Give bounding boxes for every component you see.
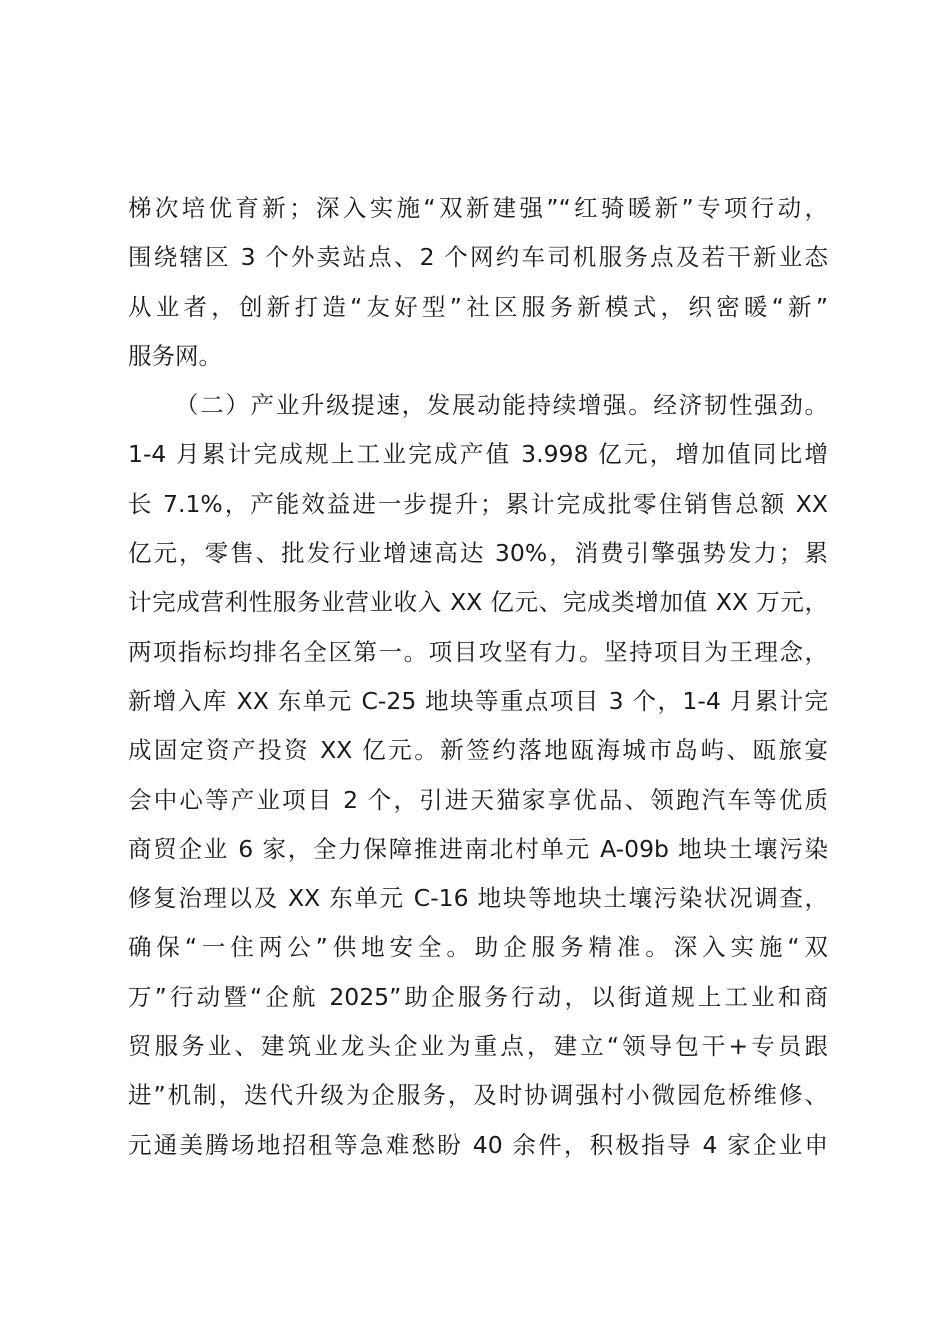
- text-line: 梯次培优育新；深入实施“双新建强”“红骑暖新”专项行动，: [128, 194, 828, 222]
- text-line: 贸服务业、建筑业龙头企业为重点，建立“领导包干+专员跟: [128, 1032, 828, 1061]
- text-line: 进”机制，迭代升级为企服务，及时协调强村小微园危桥维修、: [128, 1081, 828, 1110]
- text-line: 会中心等产业项目 2 个，引进天猫家享优品、领跑汽车等优质: [128, 785, 828, 814]
- text-line: 商贸企业 6 家，全力保障推进南北村单元 A-09b 地块土壤污染: [128, 834, 828, 863]
- text-line: 围绕辖区 3 个外卖站点、2 个网约车司机服务点及若干新业态: [128, 243, 828, 272]
- text-line: 长 7.1%，产能效益进一步提升；累计完成批零住销售总额 XX: [128, 489, 828, 518]
- text-line: 确保“一住两公”供地安全。助企服务精准。深入实施“双: [128, 933, 828, 962]
- text-line: 两项指标均排名全区第一。项目攻坚有力。坚持项目为王理念，: [128, 637, 828, 666]
- text-line: 成固定资产投资 XX 亿元。新签约落地瓯海城市岛屿、瓯旅宴: [128, 736, 828, 765]
- text-line: 修复治理以及 XX 东单元 C-16 地块等地块土壤污染状况调查，: [128, 884, 828, 913]
- text-line: 服务网。: [128, 341, 222, 370]
- text-line: 计完成营利性服务业营业收入 XX 亿元、完成类增加值 XX 万元，: [128, 588, 828, 617]
- text-line: 亿元，零售、批发行业增速高达 30%，消费引擎强势发力；累: [128, 539, 828, 568]
- text-line: （二）产业升级提速，发展动能持续增强。经济韧性强劲。: [175, 391, 828, 420]
- text-line: 万”行动暨“企航 2025”助企服务行动，以街道规上工业和商: [128, 982, 828, 1011]
- text-line: 新增入库 XX 东单元 C-25 地块等重点项目 3 个，1-4 月累计完: [128, 686, 828, 715]
- text-line: 从业者，创新打造“友好型”社区服务新模式，织密暖“新”: [128, 292, 828, 321]
- text-line: 1-4 月累计完成规上工业完成产值 3.998 亿元，增加值同比增: [128, 440, 828, 469]
- body-text: [128, 184, 828, 1170]
- text-line: 元通美腾场地招租等急难愁盼 40 余件，积极指导 4 家企业申: [128, 1130, 828, 1159]
